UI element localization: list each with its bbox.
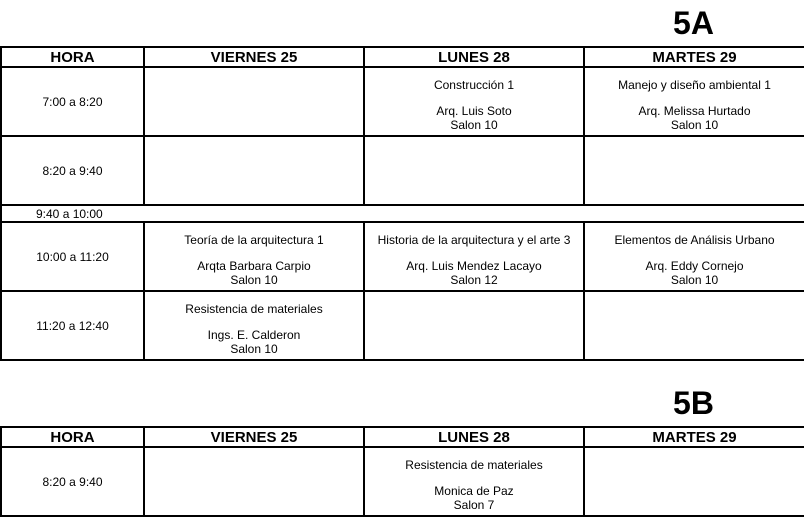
break-cell: 9:40 a 10:00 [1, 205, 804, 222]
class-teacher: Monica de Paz [434, 484, 514, 498]
class-subject: Construcción 1 [433, 78, 515, 92]
section-5b-title: 5B [673, 385, 714, 421]
header-lunes: LUNES 28 [364, 427, 584, 447]
class-teacher: Arq. Luis Mendez Lacayo [406, 259, 542, 273]
empty-cell [584, 447, 804, 516]
class-subject: Resistencia de materiales [185, 302, 323, 316]
class-subject: Elementos de Análisis Urbano [614, 233, 775, 247]
class-cell [584, 67, 804, 136]
class-room: Salon 10 [230, 342, 278, 356]
empty-cell [364, 291, 584, 360]
class-room: Salon 7 [453, 498, 495, 512]
header-hora: HORA [1, 427, 144, 447]
class-room: Salon 10 [230, 273, 278, 287]
hour-cell: 10:00 a 11:20 [1, 222, 144, 291]
class-teacher: Arq. Luis Soto [436, 104, 512, 118]
header-martes: MARTES 29 [584, 427, 804, 447]
class-cell [584, 222, 804, 291]
header-lunes: LUNES 28 [364, 47, 584, 67]
class-teacher: Arqta Barbara Carpio [197, 259, 311, 273]
empty-cell [584, 136, 804, 205]
header-martes: MARTES 29 [584, 47, 804, 67]
table-row [1, 291, 804, 360]
class-teacher: Ings. E. Calderon [207, 328, 301, 342]
hour-cell: 7:00 a 8:20 [1, 67, 144, 136]
empty-cell [144, 136, 364, 205]
header-viernes: VIERNES 25 [144, 427, 364, 447]
class-cell [144, 291, 364, 360]
class-cell [144, 222, 364, 291]
table-row [1, 222, 804, 291]
class-teacher: Arq. Eddy Cornejo [645, 259, 744, 273]
class-cell [364, 447, 584, 516]
hour-cell: 11:20 a 12:40 [1, 291, 144, 360]
empty-cell [584, 291, 804, 360]
break-row [1, 205, 804, 222]
class-subject: Resistencia de materiales [405, 458, 543, 472]
schedule-table-5b [0, 426, 804, 517]
header-row [1, 47, 804, 67]
hour-cell: 8:20 a 9:40 [1, 136, 144, 205]
class-teacher: Arq. Melissa Hurtado [638, 104, 751, 118]
table-row [1, 447, 804, 516]
class-room: Salon 10 [670, 273, 719, 287]
class-room: Salon 10 [670, 118, 719, 132]
table-row [1, 136, 804, 205]
class-subject: Teoría de la arquitectura 1 [184, 233, 324, 247]
class-subject: Historia de la arquitectura y el arte 3 [377, 233, 571, 247]
schedule-table-5a [0, 46, 804, 361]
class-room: Salon 12 [450, 273, 498, 287]
section-5a-title: 5A [673, 5, 714, 41]
class-room: Salon 10 [450, 118, 498, 132]
empty-cell [144, 67, 364, 136]
class-subject: Manejo y diseño ambiental 1 [618, 78, 771, 92]
class-cell [364, 67, 584, 136]
header-row [1, 427, 804, 447]
header-viernes: VIERNES 25 [144, 47, 364, 67]
hour-cell: 8:20 a 9:40 [1, 447, 144, 516]
header-hora: HORA [1, 47, 144, 67]
empty-cell [364, 136, 584, 205]
class-cell [364, 222, 584, 291]
table-row [1, 67, 804, 136]
empty-cell [144, 447, 364, 516]
